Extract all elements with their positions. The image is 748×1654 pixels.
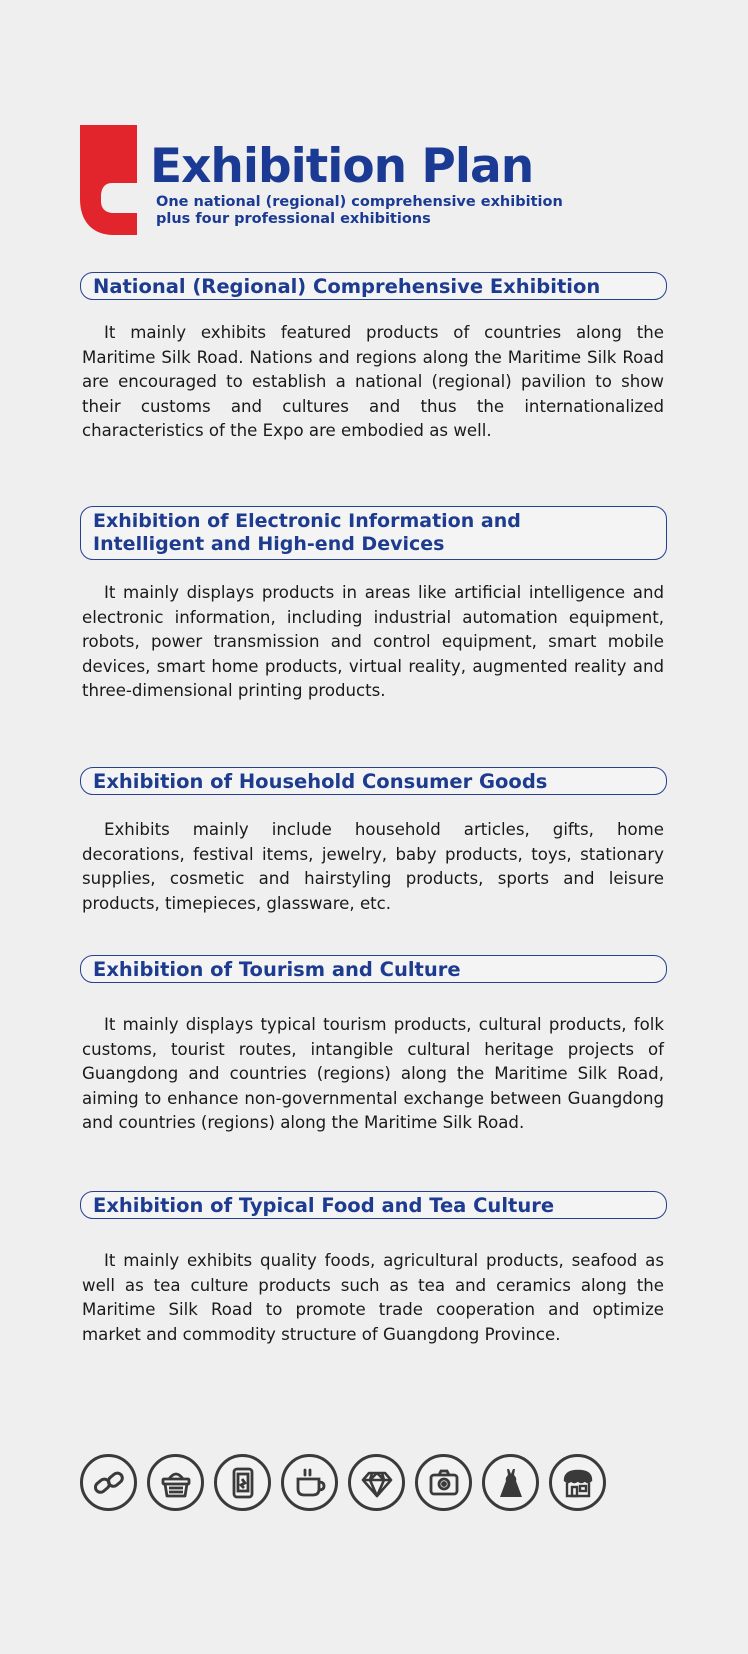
storefront-icon xyxy=(549,1454,606,1511)
subtitle-line-2: plus four professional exhibitions xyxy=(156,211,431,227)
category-icon-row xyxy=(80,1454,606,1511)
page-title: Exhibition Plan xyxy=(150,139,534,194)
section-body-electronic: It mainly displays products in areas like artificial intelligence and electronic information, including industrial automation equipment, robots, power transmission and control equipment, smart mobile devices, smart home products, virtual reality, augmented reality and three-dimensional printing products. xyxy=(82,583,664,700)
section-heading-household: Exhibition of Household Consumer Goods xyxy=(80,767,667,795)
smartphone-icon xyxy=(214,1454,271,1511)
section-heading-food-tea: Exhibition of Typical Food and Tea Culture xyxy=(80,1191,667,1219)
diamond-icon xyxy=(348,1454,405,1511)
section-heading-electronic: Exhibition of Electronic Information and Intelligent and High-end Devices xyxy=(80,506,667,560)
page-subtitle xyxy=(156,194,563,228)
brand-logo-icon xyxy=(80,125,137,235)
section-heading-national: National (Regional) Comprehensive Exhibition xyxy=(80,272,667,300)
coffee-cup-icon xyxy=(281,1454,338,1511)
subtitle-line-1: One national (regional) comprehensive exhibition xyxy=(156,194,563,210)
shopping-basket-icon xyxy=(147,1454,204,1511)
chain-link-icon xyxy=(80,1454,137,1511)
section-body-food-tea: It mainly exhibits quality foods, agricultural products, seafood as well as tea culture products such as tea and ceramics along the Maritime Silk Road to promote trade cooperation and optimize market and commodity structure of Guangdong Province. xyxy=(82,1251,664,1344)
section-heading-tourism: Exhibition of Tourism and Culture xyxy=(80,955,667,983)
camera-icon xyxy=(415,1454,472,1511)
dress-icon xyxy=(482,1454,539,1511)
section-body-household: Exhibits mainly include household articles, gifts, home decorations, festival items, jewelry, baby products, toys, stationary supplies, cosmetic and hairstyling products, sports and leisure products, timepieces, glassware, etc. xyxy=(82,820,664,913)
section-body-tourism: It mainly displays typical tourism products, cultural products, folk customs, tourist routes, intangible cultural heritage projects of Guangdong and countries (regions) along the Maritime Silk Road, aiming to enhance non-governmental exchange between Guangdong and countries (regions) along the Maritime Silk Road. xyxy=(82,1015,664,1132)
section-body-national: It mainly exhibits featured products of countries along the Maritime Silk Road. Nations and regions along the Maritime Silk Road are encouraged to establish a national (regional) pavilion to show their customs and cultures and thus the internationalized characteristics of the Expo are embodied as well. xyxy=(82,323,664,440)
